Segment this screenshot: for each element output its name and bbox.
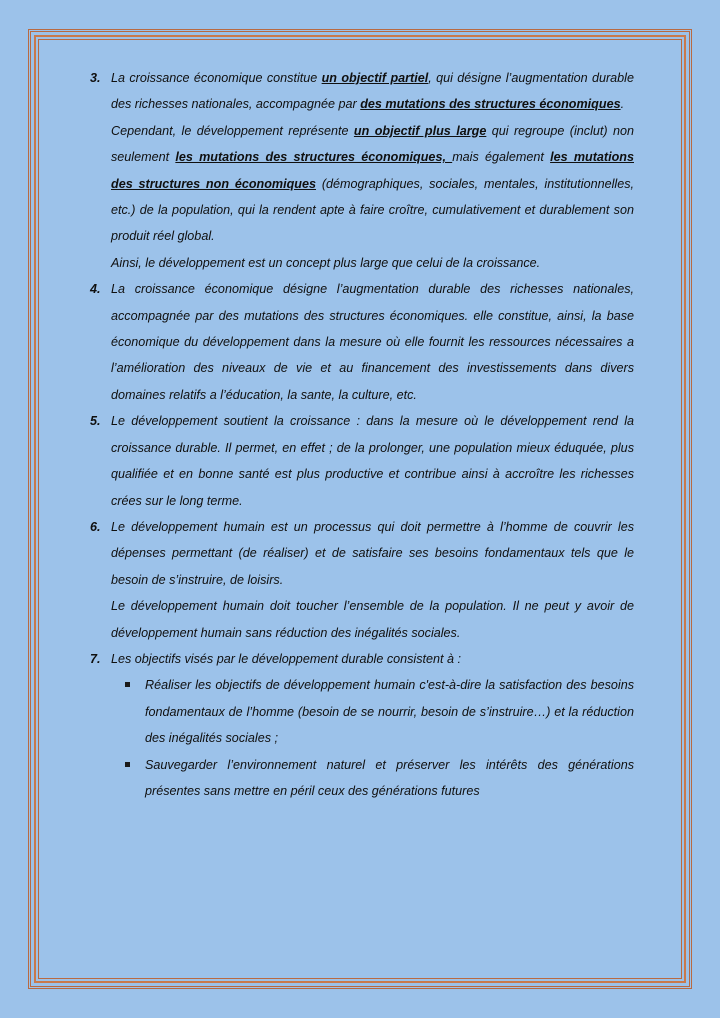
item-number: 3. — [90, 71, 101, 85]
text-run: Cependant, le développement représente — [111, 123, 354, 138]
text-run: qui regroupe (inclut) non seulement — [111, 123, 635, 165]
bullet-text: Sauvegarder l’environnement naturel et préserver les intérêts des générations présentes sans mettre en péril ceux des générations futures — [145, 757, 634, 798]
underlined-term: un objectif plus large — [353, 123, 487, 138]
paragraph: Le développement humain est un processus qui doit permettre à l’homme de couvrir les dépenses permettant (de réaliser) et de satisfaire ses besoins fondamentaux tels que le besoin de s’instruire, de loisirs. — [111, 519, 634, 587]
bullet-text: Réaliser les objectifs de développement humain c'est-à-dire la satisfaction des besoins fondamentaux de l’homme (besoin de se nourrir, besoin de s’instruire…) et la réduction des inégalités sociales ; — [145, 678, 634, 746]
paragraph — [111, 65, 634, 118]
item-number: 4. — [90, 282, 101, 297]
numbered-item-6 — [86, 514, 634, 646]
numbered-item-3 — [86, 65, 634, 276]
item-number: 7. — [90, 651, 101, 666]
underlined-term: les mutations des structures non économiques — [111, 150, 634, 191]
square-bullet-icon — [125, 762, 130, 767]
paragraph: Les objectifs visés par le développement durable consistent à : — [111, 651, 462, 666]
paragraph: Le développement soutient la croissance : dans la mesure où le développement rend la croissance durable. Il permet, en effet ; de la prolonger, une population mieux éduquée, plus qualifiée et en bonne santé est plus productive et contribue ainsi à accroître les richesses crées sur le long terme. — [111, 414, 634, 508]
numbered-item-5 — [86, 408, 634, 514]
list-item — [111, 752, 634, 805]
underlined-term: des mutations des structures économiques — [360, 97, 621, 112]
numbered-item-7 — [86, 646, 634, 804]
paragraph — [111, 118, 634, 250]
paragraph: Ainsi, le développement est un concept plus large que celui de la croissance. — [111, 255, 541, 270]
item-number: 5. — [90, 414, 101, 429]
bullet-list — [111, 672, 634, 804]
underlined-term: un objectif partiel — [321, 71, 429, 85]
text-run: . — [620, 97, 625, 112]
document-body — [86, 65, 634, 804]
item-number: 6. — [90, 519, 101, 534]
paragraph: Le développement humain doit toucher l’ensemble de la population. Il ne peut y avoir de développement humain sans réduction des inégalités sociales. — [111, 599, 634, 640]
numbered-item-4 — [86, 276, 634, 408]
paragraph: La croissance économique désigne l’augmentation durable des richesses nationales, accompagnée par des mutations des structures économiques. elle constitue, ainsi, la base économique du développement dans la mesure où elle fournit les ressources nécessaires a l’amélioration des niveaux de vie et au financement des investissements dans divers domaines relatifs a l’éducation, la sante, la culture, etc. — [111, 282, 634, 402]
square-bullet-icon — [125, 682, 130, 687]
text-run: La croissance économique constitue — [111, 71, 322, 85]
text-run: mais également — [452, 150, 551, 165]
text-run: , qui désigne l’augmentation durable des richesses nationales, accompagnée par — [111, 71, 634, 112]
underlined-term: les mutations des structures économiques, — [175, 150, 453, 165]
list-item — [111, 672, 634, 751]
text-run: (démographiques, sociales, mentales, institutionnelles, etc.) de la population, qui la rendent apte à faire croître, cumulativement et durablement son produit réel global. — [111, 176, 635, 244]
